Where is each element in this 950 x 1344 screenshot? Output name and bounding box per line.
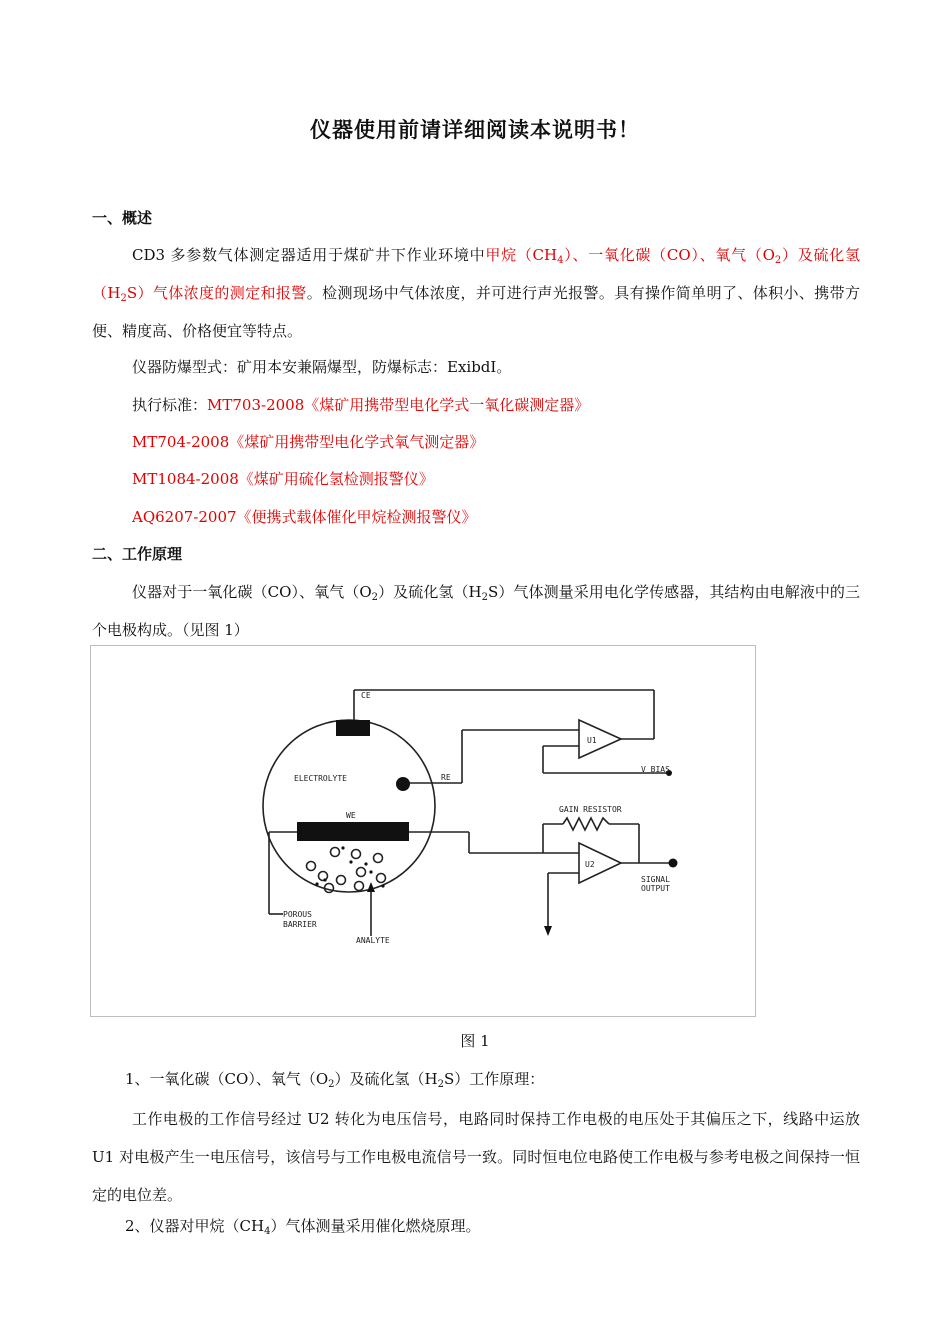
subscript: 2 [328,1079,335,1090]
item-2-line [125,1215,481,1236]
subscript: 2 [120,293,127,304]
page-title: 仪器使用前请详细阅读本说明书！ [310,118,640,142]
subscript: 4 [557,255,564,266]
subscript: 2 [437,1079,444,1090]
standards-label: 执行标准： [132,396,208,414]
label-porous: POROUS [283,910,312,919]
item2-text-b: ）气体测量采用催化燃烧原理。 [270,1217,481,1235]
explosion-proof-line: 仪器防爆型式：矿用本安兼隔爆型，防爆标志：ExibdI。 [132,358,512,376]
sensor-body-circle [263,720,435,892]
subscript: 2 [774,255,782,266]
item1-text-a: 1、一氧化碳（CO）、氧气（O [125,1070,329,1088]
item1-text-c: S）工作原理： [443,1070,545,1088]
label-ce: CE [361,691,371,700]
standard-mt703: MT703-2008《煤矿用携带型电化学式一氧化碳测定器》 [207,396,590,414]
figure-1-sensor-circuit [90,645,756,1017]
subscript: 2 [481,592,488,603]
label-gain-resistor: GAIN RESISTOR [559,805,622,814]
standard-aq6207: AQ6207-2007《便携式载体催化甲烷检测报警仪》 [132,508,477,526]
section-heading-overview: 一、概述 [92,209,153,227]
label-output: OUTPUT [641,884,670,893]
label-analyte: ANALYTE [356,936,390,945]
standard-line-1 [132,394,589,415]
standard-mt1084: MT1084-2008《煤矿用硫化氢检测报警仪》 [132,470,434,488]
item2-text-a: 2、仪器对甲烷（CH [125,1217,265,1235]
label-u2: U2 [585,860,595,869]
subscript: 2 [371,592,379,603]
sensor-circuit-diagram [91,646,757,1018]
overview-paragraph [92,236,860,350]
label-we: WE [346,811,356,820]
label-u1: U1 [587,736,597,745]
gas-h2s: ）及硫化氢（H [92,246,860,302]
label-signal: SIGNAL [641,875,670,884]
gas-ch4: 甲烷（CH [485,246,558,264]
overview-text-b: 。检测现场中气体浓度，并可进行声光报警。具有操作简单明了、体积小、携带方便、精度高、价格便宜等特点。 [92,284,860,340]
principle-text-a: 仪器对于一氧化碳（CO）、氧气（O [132,583,372,601]
principle-text-c: S）气体测量采用电化学传感器，其结构由电解液中的三个电极构成。（见图 1） [92,583,860,639]
label-barrier: BARRIER [283,920,317,929]
item-1-heading [125,1068,544,1089]
label-vbias: V BIAS [641,765,670,774]
subscript: 4 [264,1226,271,1237]
gas-co-o2: ）、一氧化碳（CO）、氧气（O [563,246,775,264]
overview-text-a: CD3 多参数气体测定器适用于煤矿井下作业环境中 [132,246,486,264]
label-re: RE [441,773,451,782]
counter-electrode [336,720,370,736]
standard-mt704: MT704-2008《煤矿用携带型电化学式氧气测定器》 [132,433,485,451]
working-electrode [297,822,409,841]
label-electrolyte: ELECTROLYTE [294,774,347,783]
item1-text-b: ）及硫化氢（H [334,1070,438,1088]
section-heading-principle: 二、工作原理 [92,545,183,563]
gas-measure-alarm: S）气体浓度的测定和报警 [126,284,307,302]
item-1-body: 工作电极的工作信号经过 U2 转化为电压信号，电路同时保持工作电极的电压处于其偏压之下，线路中运放 U1 对电极产生一电压信号，该信号与工作电极电流信号一致。同时恒电位电路使工作电极与参考电极之间保持一恒定的电位差。 [92,1110,860,1204]
reference-electrode [396,777,410,791]
principle-text-b: ）及硫化氢（H [378,583,482,601]
principle-paragraph [92,573,860,649]
figure-caption: 图 1 [460,1032,490,1050]
